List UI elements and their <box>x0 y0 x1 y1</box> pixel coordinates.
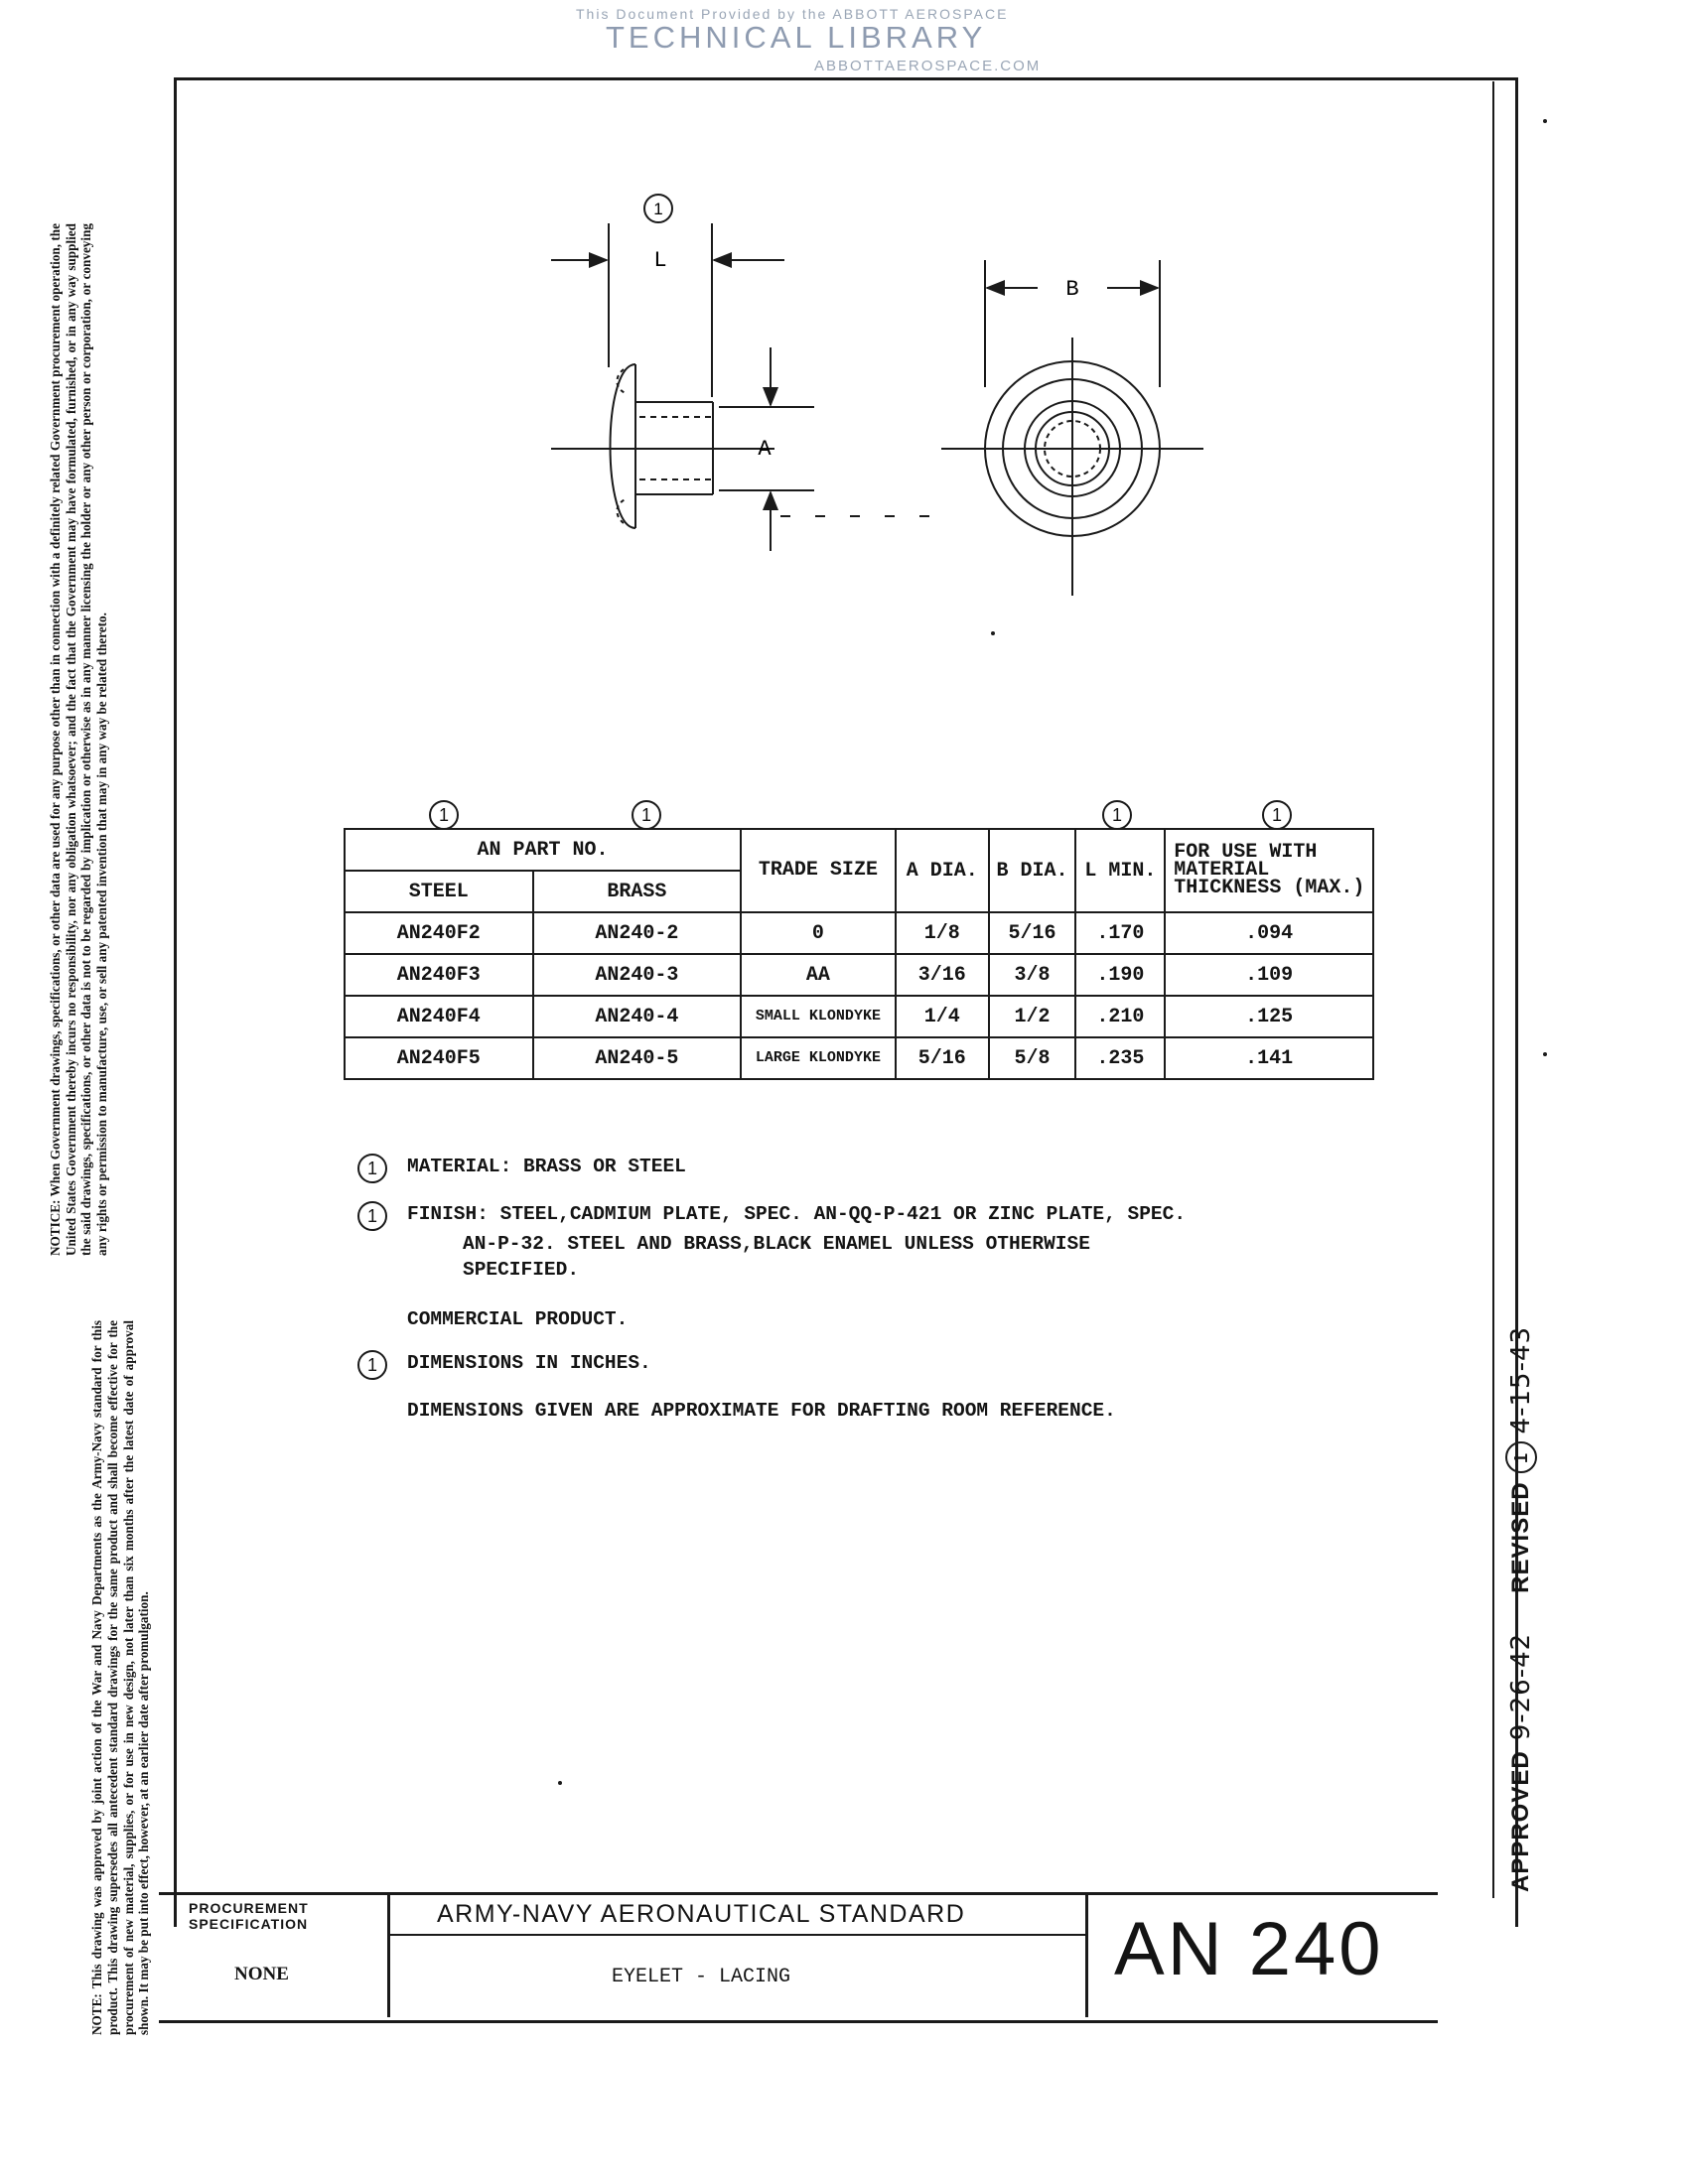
l-min-cell: .210 <box>1075 996 1165 1037</box>
steel-part-cell: AN240F4 <box>345 996 533 1037</box>
standard-title: ARMY-NAVY AERONAUTICAL STANDARD <box>437 1900 966 1928</box>
parts-table <box>344 828 1374 1080</box>
a-dia-cell: 5/16 <box>896 1037 989 1079</box>
trade-size-cell: LARGE KLONDYKE <box>741 1037 896 1079</box>
thickness-cell: .141 <box>1165 1037 1373 1079</box>
brass-part-cell: AN240-5 <box>533 1037 741 1079</box>
a-dia-cell: 3/16 <box>896 954 989 996</box>
steel-part-cell: AN240F3 <box>345 954 533 996</box>
table-row <box>345 954 1373 996</box>
material-text: MATERIAL: BRASS OR STEEL <box>407 1156 686 1177</box>
brass-part-cell: AN240-3 <box>533 954 741 996</box>
steel-header: STEEL <box>345 871 533 912</box>
procurement-label-line-2: SPECIFICATION <box>189 1916 309 1932</box>
approval-note: NOTE: This drawing was approved by joint action of the War and Navy Departments as the Army-Navy standard for this product. This drawing supersedes all antecedent standard drawings for the same product and shall become effective for the procurement of new material, supplies, or for use in new design, not later than six months after the latest date of approval shown. It may be put into effect, however, at an earlier date after promulgation. <box>89 1320 152 2035</box>
b-dia-cell: 1/2 <box>989 996 1076 1037</box>
watermark-provider-line: This Document Provided by the ABBOTT AEROSPACE <box>576 6 1009 22</box>
steel-part-cell: AN240F5 <box>345 1037 533 1079</box>
b-dia-cell: 3/8 <box>989 954 1076 996</box>
b-dia-cell: 5/8 <box>989 1037 1076 1079</box>
watermark-library-title: TECHNICAL LIBRARY <box>606 20 987 55</box>
trade-size-cell: AA <box>741 954 896 996</box>
dimensions-approx-note <box>357 1398 1331 1424</box>
trade-size-cell: SMALL KLONDYKE <box>741 996 896 1037</box>
thickness-cell: .125 <box>1165 996 1373 1037</box>
b-dia-header: B DIA. <box>989 829 1076 912</box>
stray-dot <box>558 1781 562 1785</box>
a-dia-header: A DIA. <box>896 829 989 912</box>
steel-column-mark: 1 <box>429 800 459 830</box>
drawing-revision-mark: 1 <box>653 200 663 218</box>
dimensions-note-mark: 1 <box>357 1350 387 1380</box>
thickness-cell: .109 <box>1165 954 1373 996</box>
trade-size-cell: 0 <box>741 912 896 954</box>
finish-text-line-3: SPECIFIED. <box>463 1259 580 1281</box>
finish-note-mark: 1 <box>357 1201 387 1231</box>
table-row <box>345 912 1373 954</box>
finish-text-line-1: FINISH: STEEL,CADMIUM PLATE, SPEC. AN-QQ-P-421 OR ZINC PLATE, SPEC. <box>407 1203 1187 1225</box>
thickness-cell: .094 <box>1165 912 1373 954</box>
brass-part-cell: AN240-4 <box>533 996 741 1037</box>
l-min-cell: .235 <box>1075 1037 1165 1079</box>
brass-part-cell: AN240-2 <box>533 912 741 954</box>
trade-size-header: TRADE SIZE <box>741 829 896 912</box>
table-row <box>345 1037 1373 1079</box>
revision-block <box>1501 1277 1541 1892</box>
l-min-cell: .170 <box>1075 912 1165 954</box>
approved-date: 9-26-42 <box>1506 1632 1536 1741</box>
b-dia-cell: 5/16 <box>989 912 1076 954</box>
stray-dot <box>991 631 995 635</box>
dim-label-a: A <box>758 437 772 462</box>
approved-label: APPROVED <box>1507 1750 1534 1892</box>
brass-header: BRASS <box>533 871 741 912</box>
procurement-value: NONE <box>234 1964 289 1984</box>
standard-cell-divider <box>390 1934 1085 1936</box>
stray-dot <box>1543 119 1547 123</box>
stray-dot <box>1543 1052 1547 1056</box>
commercial-note <box>357 1306 1331 1332</box>
watermark-url: ABBOTTAEROSPACE.COM <box>814 58 1042 74</box>
steel-part-cell: AN240F2 <box>345 912 533 954</box>
revised-date: 4-15-43 <box>1506 1325 1536 1434</box>
l-column-mark: 1 <box>1102 800 1132 830</box>
dim-label-b: B <box>1065 277 1079 302</box>
l-min-cell: .190 <box>1075 954 1165 996</box>
table-row <box>345 996 1373 1037</box>
brass-column-mark: 1 <box>632 800 661 830</box>
notes-section <box>357 1154 1331 1441</box>
revision-mark: 1 <box>1505 1441 1537 1473</box>
material-note <box>357 1154 1331 1183</box>
finish-note <box>357 1201 1331 1231</box>
a-dia-cell: 1/4 <box>896 996 989 1037</box>
l-min-header: L MIN. <box>1075 829 1165 912</box>
procurement-label <box>189 1900 309 1932</box>
commercial-text: COMMERCIAL PRODUCT. <box>407 1308 629 1330</box>
finish-text-line-2: AN-P-32. STEEL AND BRASS,BLACK ENAMEL UNLESS OTHERWISE <box>463 1233 1090 1255</box>
thickness-header: FOR USE WITH MATERIAL THICKNESS (MAX.) <box>1165 829 1373 912</box>
government-use-notice: NOTICE: When Government drawings, specifications, or other data are used for any purpose other than in connection with a definitely related Government procurement operation, the United States Government thereby incurs no responsibility, nor any obligation whatsoever; and the fact that the Government may have formulated, furnished, or in any way supplied the said drawings, specifications, or other data is not to be regarded by implication or otherwise as in any manner licensing the holder or any other person or corporation, or conveying any rights or permission to manufacture, use, or sell any patented invention that may in any way be related thereto. <box>48 223 109 1256</box>
dimensions-note <box>357 1350 1331 1380</box>
dim-label-l: L <box>653 248 667 273</box>
revised-label: REVISED <box>1507 1481 1534 1593</box>
procurement-label-line-1: PROCUREMENT <box>189 1900 309 1916</box>
thickness-column-mark: 1 <box>1262 800 1292 830</box>
dimensions-approx-text: DIMENSIONS GIVEN ARE APPROXIMATE FOR DRAFTING ROOM REFERENCE. <box>407 1400 1116 1422</box>
dimensions-text: DIMENSIONS IN INCHES. <box>407 1352 651 1374</box>
an-number: AN 240 <box>1114 1907 1384 1991</box>
eyelet-drawing <box>0 0 1688 814</box>
an-part-no-header: AN PART NO. <box>345 829 741 871</box>
a-dia-cell: 1/8 <box>896 912 989 954</box>
part-name: EYELET - LACING <box>612 1966 791 1988</box>
material-note-mark: 1 <box>357 1154 387 1183</box>
